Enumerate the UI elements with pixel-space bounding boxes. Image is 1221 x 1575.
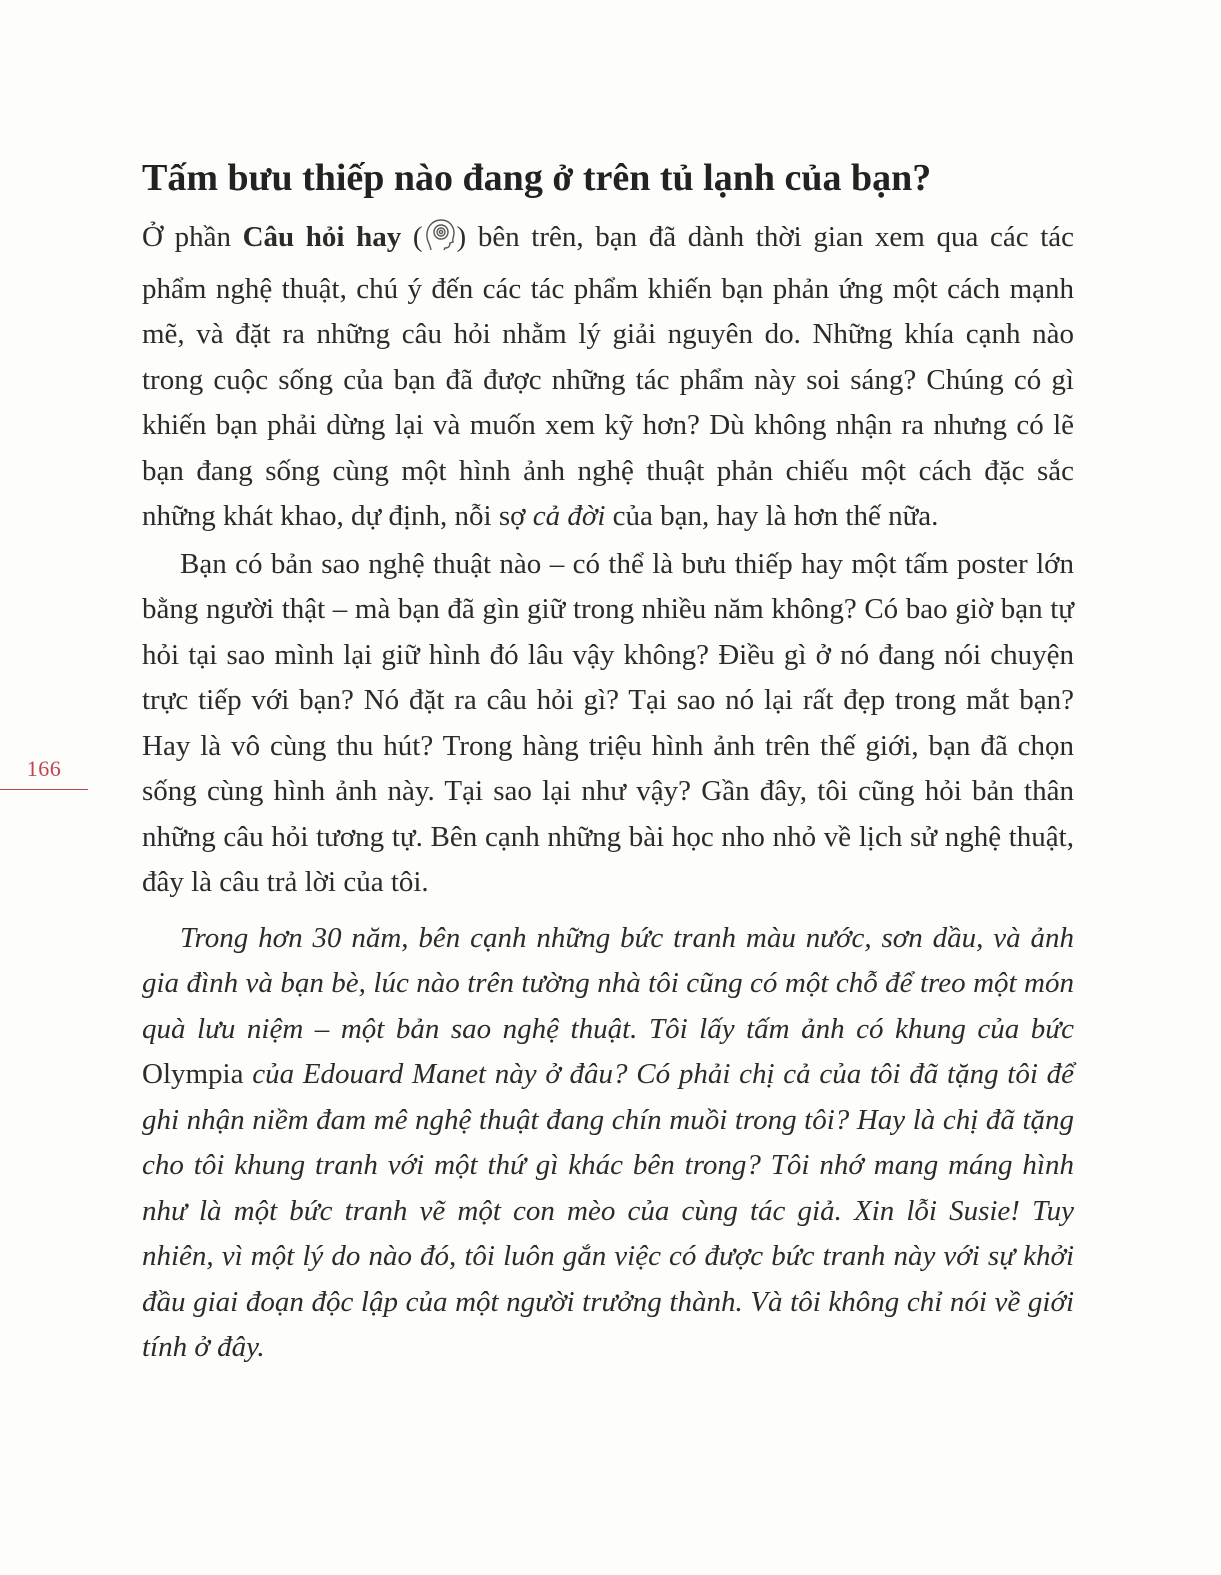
p1-paren-close: ): [456, 221, 467, 254]
p1-rest-b: của bạn, hay là hơn thế nữa.: [605, 500, 939, 533]
paragraph-1: [142, 215, 1074, 540]
head-gear-icon: [423, 218, 457, 267]
page-number: 166: [26, 756, 62, 781]
page-content: [142, 152, 1074, 1373]
p1-italic: cả đời: [532, 500, 606, 533]
section-heading: Tấm bưu thiếp nào đang ở trên tủ lạnh của bạn?: [142, 157, 932, 199]
p1-lead: Ở phần: [142, 221, 243, 254]
p3-part-b: của Edouard Manet này ở đâu? Có phải chị cả của tôi đã tặng tôi để ghi nhận niềm đam mê nghệ thuật đang chín muồi trong tôi? Hay là chị đã tặng cho tôi khung tranh với một thứ gì khác bên trong? Tôi nhớ mang máng hình như là một bức tranh vẽ một con mèo của cùng tác giả. Xin lỗi Susie! Tuy nhiên, vì một lý do nào đó, tôi luôn gắn việc có được bức tranh này với sự khởi đầu giai đoạn độc lập của một người trưởng thành. Và tôi không chỉ nói về giới tính ở đây.: [142, 1058, 1074, 1364]
p3-upright-title: Olympia: [142, 1058, 244, 1091]
paragraph-2: Bạn có bản sao nghệ thuật nào – có thể là bưu thiếp hay một tấm poster lớn bằng người thật – mà bạn đã gìn giữ trong nhiều năm không? Có bao giờ bạn tự hỏi tại sao mình lại giữ hình đó lâu vậy không? Điều gì ở nó đang nói chuyện trực tiếp với bạn? Nó đặt ra câu hỏi gì? Tại sao nó lại rất đẹp trong mắt bạn? Hay là vô cùng thu hút? Trong hàng triệu hình ảnh trên thế giới, bạn đã chọn sống cùng hình ảnh này. Tại sao lại như vậy? Gần đây, tôi cũng hỏi bản thân những câu hỏi tương tự. Bên cạnh những bài học nho nhỏ về lịch sử nghệ thuật, đây là câu trả lời của tôi.: [142, 547, 1074, 899]
page-number-rule: [0, 789, 88, 790]
p3-part-a: Trong hơn 30 năm, bên cạnh những bức tranh màu nước, sơn dầu, và ảnh gia đình và bạn bè, lúc nào trên tường nhà tôi cũng có một chỗ để treo một món quà lưu niệm – một bản sao nghệ thuật. Tôi lấy tấm ảnh có khung của bức: [142, 921, 1074, 1045]
p1-bold-term: Câu hỏi hay: [242, 221, 402, 254]
paragraph-3: [142, 916, 1074, 1371]
p1-paren-open: (: [401, 221, 423, 254]
p1-rest-a: bên trên, bạn đã dành thời gian xem qua các tác phẩm nghệ thuật, chú ý đến các tác phẩm khiến bạn phản ứng một cách mạnh mẽ, và đặt ra những câu hỏi nhằm lý giải nguyên do. Những khía cạnh nào trong cuộc sống của bạn đã được những tác phẩm này soi sáng? Chúng có gì khiến bạn phải dừng lại và muốn xem kỹ hơn? Dù không nhận ra nhưng có lẽ bạn đang sống cùng một hình ảnh nghệ thuật phản chiếu một cách đặc sắc những khát khao, dự định, nỗi sợ: [142, 221, 1074, 533]
